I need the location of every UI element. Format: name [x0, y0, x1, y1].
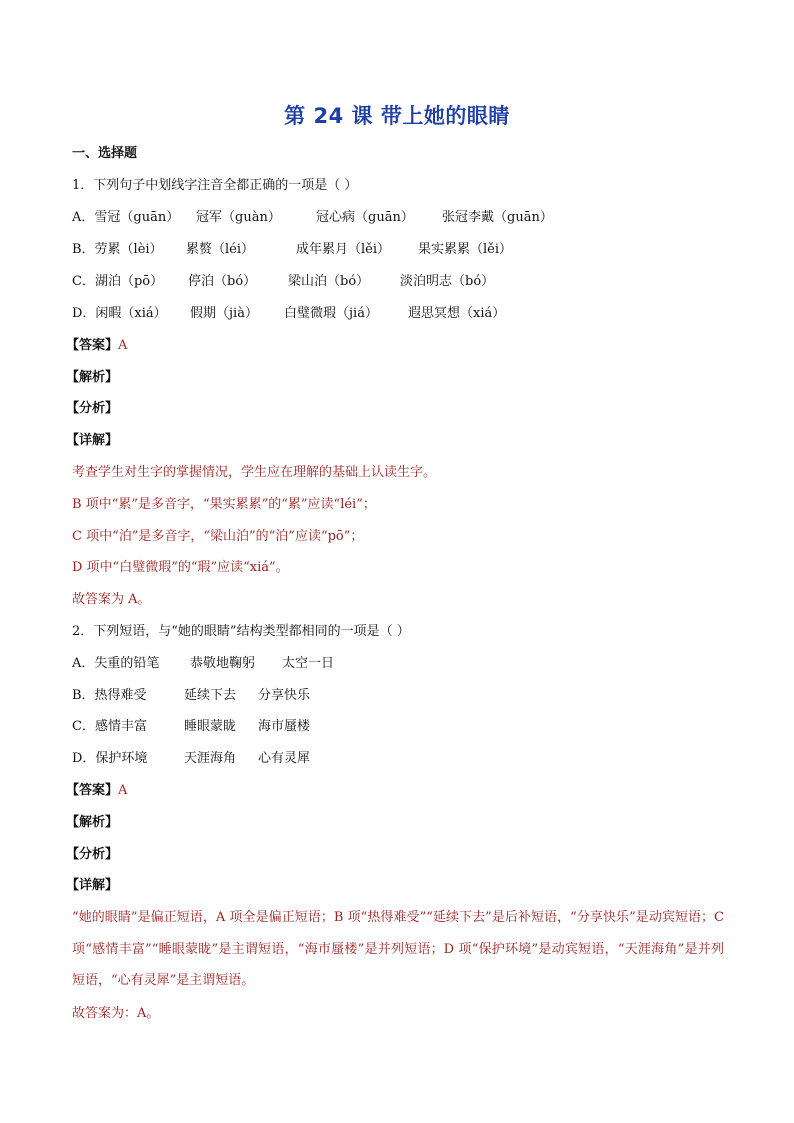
q1-detail-line: B 项中“累”是多音字，“果实累累”的“累”应读“léi”；	[72, 497, 376, 512]
section-heading: 一、选择题	[72, 146, 138, 161]
option-term: B．热得难受	[72, 688, 147, 703]
option-term: 恭敬地鞠躬	[190, 656, 256, 671]
q1-detail-label: 【详解】	[66, 433, 119, 448]
option-term: 延续下去	[184, 688, 237, 703]
option-term: 分享快乐	[258, 688, 311, 703]
page-title: 第 24 课 带上她的眼睛	[284, 104, 510, 128]
option-term: 梁山泊（bó）	[288, 274, 370, 289]
q1-detail-line: 故答案为 A。	[72, 592, 151, 607]
q1-detail-line: 考查学生对生字的掌握情况，学生应在理解的基础上认读生字。	[72, 465, 437, 480]
option-term: C．感情丰富	[72, 719, 147, 734]
q2-answer	[66, 782, 127, 800]
q1-analysis-label: 【解析】	[66, 370, 119, 385]
q2-detail-paragraph: “她的眼睛”是偏正短语，A 项全是偏正短语；B 项“热得难受”“延续下去”是后补短语，“分享快乐”是动宾短语；C 项“感情丰富”“睡眼蒙眬”是主谓短语，“海市蜃楼”是并列短语；D 项“保护环境”是动宾短语，“天涯海角”是并列短语，“心有灵犀”是主谓短语。	[72, 910, 724, 988]
q1-option-c	[72, 273, 494, 291]
option-term: 果实累累（lěi）	[418, 242, 513, 257]
option-term: C．湖泊（pō）	[72, 274, 164, 289]
q2-option-a	[72, 655, 334, 673]
q1-answer	[66, 337, 127, 355]
option-term: A．失重的铅笔	[72, 656, 160, 671]
option-term: D．闲暇（xiá）	[72, 306, 167, 321]
q1-option-a	[72, 209, 553, 227]
q2-detail-label: 【详解】	[66, 878, 119, 893]
q2-analysis-label: 【解析】	[66, 815, 119, 830]
q2-fenxi-label: 【分析】	[66, 847, 119, 862]
q2-conclusion: 故答案为：A。	[72, 1006, 160, 1021]
option-term: 累赘（léi）	[186, 242, 255, 257]
option-term: 白璧微瑕（jiá）	[284, 306, 378, 321]
q1-detail-line: C 项中“泊”是多音字，“梁山泊”的“泊”应读“pō”；	[72, 529, 364, 544]
answer-value: A	[118, 783, 128, 798]
option-term: 海市蜃楼	[258, 719, 311, 734]
option-term: A．雪冠（guān）	[72, 210, 180, 225]
option-term: B．劳累（lèi）	[72, 242, 163, 257]
option-term: 淡泊明志（bó）	[400, 274, 495, 289]
q1-option-b	[72, 241, 512, 259]
option-term: 太空一日	[282, 656, 335, 671]
option-term: 成年累月（lěi）	[296, 242, 391, 257]
q2-option-c	[72, 718, 310, 736]
option-term: 冠军（guàn）	[196, 210, 281, 225]
answer-label: 【答案】	[66, 783, 119, 798]
option-term: 心有灵犀	[258, 751, 311, 766]
q1-option-d	[72, 305, 505, 323]
q2-option-d	[72, 750, 310, 768]
option-term: 张冠李戴（guān）	[442, 210, 553, 225]
option-term: 天涯海角	[184, 751, 237, 766]
option-term: 睡眼蒙眬	[184, 719, 237, 734]
answer-value: A	[118, 338, 128, 353]
q2-option-b	[72, 687, 310, 705]
option-term: 冠心病（guān）	[316, 210, 414, 225]
q2-stem: 2．下列短语，与“她的眼睛”结构类型都相同的一项是（ ）	[72, 624, 410, 639]
option-term: 停泊（bó）	[188, 274, 257, 289]
answer-label: 【答案】	[66, 338, 119, 353]
option-term: D．保护环境	[72, 751, 148, 766]
q1-stem: 1．下列句子中划线字注音全都正确的一项是（ ）	[72, 178, 358, 193]
q1-detail-line: D 项中“白璧微瑕”的“瑕”应读“xiá”。	[72, 560, 289, 575]
option-term: 假期（jià）	[190, 306, 258, 321]
q1-fenxi-label: 【分析】	[66, 401, 119, 416]
option-term: 遐思冥想（xiá）	[408, 306, 506, 321]
